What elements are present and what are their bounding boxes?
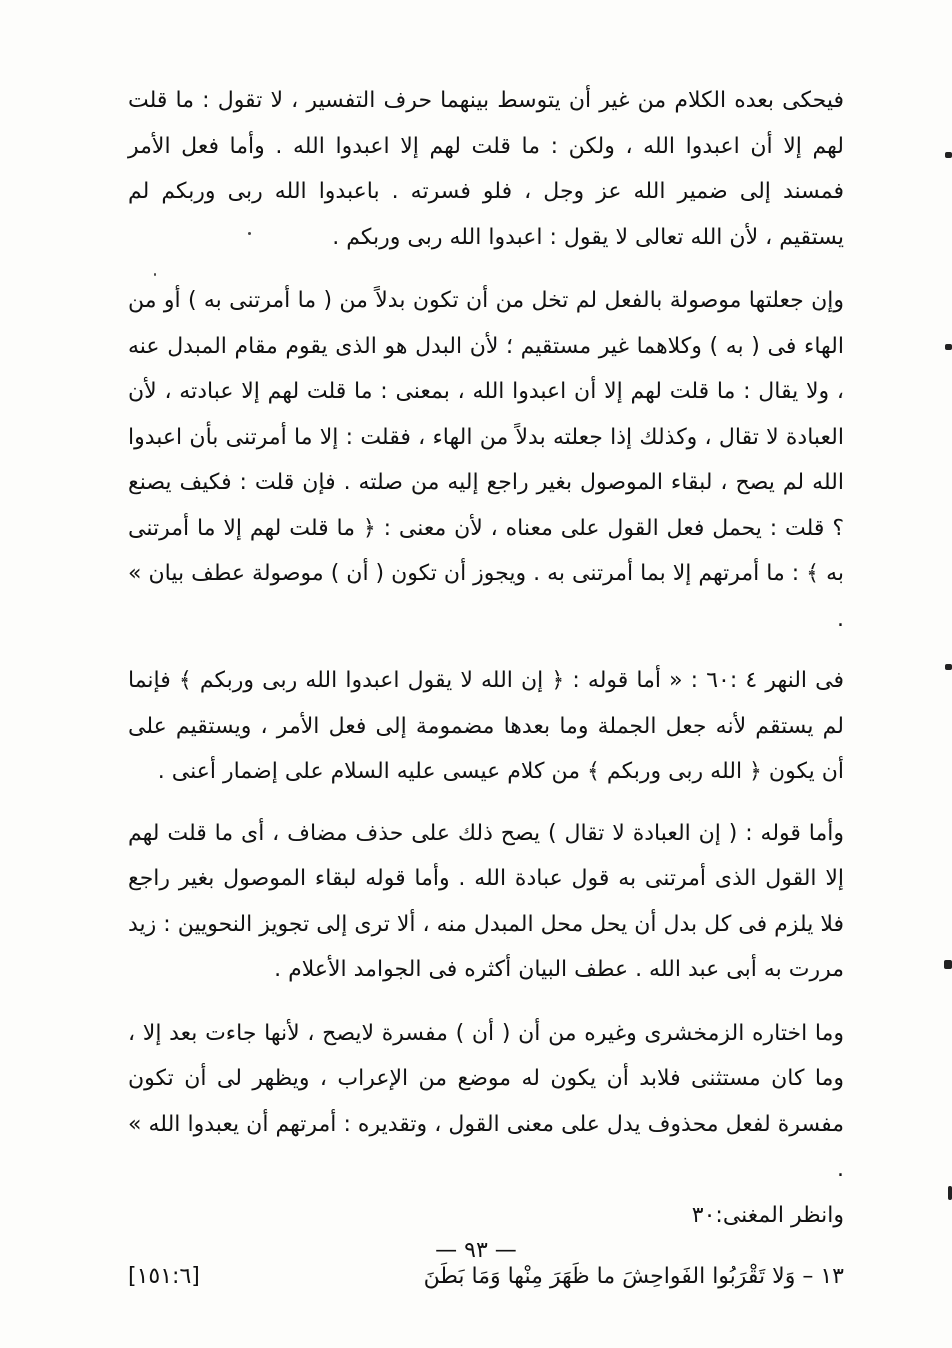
margin-mark [944,960,952,969]
paragraph: وإن جعلتها موصولة بالفعل لم تخل من أن تكون بدلاً من ( ما أمرتنى به ) أو من الهاء فى ( به ) وكلاهما غير مستقيم ؛ لأن البدل هو الذى يقوم مقام المبدل عنه ، ولا يقال : ما قلت لهم إلا أن اعبدوا الله ، بمعنى : ما قلت لهم إلا عبادته ، لأن العبادة لا تقال ، وكذلك إذا جعلته بدلاً من الهاء ، فقلت : إلا ما أمرتنى بأن اعبدوا الله لم يصح ، لبقاء الموصول بغير راجع إليه من صلته . فإن قلت : فكيف يصنع ؟ قلت : يحمل فعل القول على معناه ، لأن معنى : ﴿ ما قلت لهم إلا ما أمرتنى به ﴾ : ما أمرتهم إلا بما أمرتنى به . ويجوز أن تكون ( أن ) موصولة عطف بيان » . [128,288,844,632]
verse-dash: – [802,1264,814,1289]
paragraph: فى النهر ٤ :٦٠ : « أما قوله : ﴿ إن الله لا يقول اعبدوا الله ربى وربكم ﴾ فإنما لم يستقم لأنه جعل الجملة وما بعدها مضمومة إلى فعل الأمر ، ويستقيم على أن يكون ﴿ الله ربى وربكم ﴾ من كلام عيسى عليه السلام على إضمار أعنى . [128,668,845,784]
margin-mark [945,152,952,158]
page-number: — ٩٣ — [435,1238,517,1263]
paragraph: وأما قوله : ( إن العبادة لا تقال ) يصح ذلك على حذف مضاف ، أى ما قلت لهم إلا القول الذى أمرتنى به قول عبادة الله . وأما قوله لبقاء الموصول بغير راجع فلا يلزم فى كل بدل أن يحل محل المبدل منه ، ألا ترى إلى تجويز النحويين : زيد مررت به أبى عبد الله . عطف البيان أكثره فى الجوامد الأعلام . [128,820,844,982]
margin-mark [945,344,952,350]
paragraph: فيحكى بعده الكلام من غير أن يتوسط بينهما حرف التفسير ، لا تقول : ما قلت لهم إلا أن اعبدوا الله ، ولكن : ما قلت لهم إلا اعبدوا الله . وأما فعل الأمر فمسند إلى ضمير الله عز وجل ، فلو فسرته . باعبدوا الله ربى وربكم لم يستقيم ، لأن الله تعالى لا يقول : اعبدوا الله ربى وربكم . [128,88,844,250]
paragraph: وما اختاره الزمخشرى وغيره من أن ( أن ) مفسرة لايصح ، لأنها جاءت بعد إلا ، وما كان مستثنى فلابد أن يكون له موضع من الإعراب ، ويظهر لى أن تكون مفسرة لفعل محذوف يدل على معنى القول ، وتقديره : أمرتهم أن يعبدوا الله » . [128,1020,844,1182]
body-text [128,78,844,1300]
margin-mark [948,1186,952,1200]
see-also-note: وانظر المغنى:٣٠ [691,1202,844,1228]
verse-quote: وَلا تَقْرَبُوا الفَواحِشَ ما ظَهَرَ مِنْها وَمَا بَطَنَ [423,1264,796,1289]
verse-reference: [١٥١:٦] [128,1264,200,1289]
margin-mark [945,664,952,670]
verse-number: ١٣ [820,1264,844,1289]
